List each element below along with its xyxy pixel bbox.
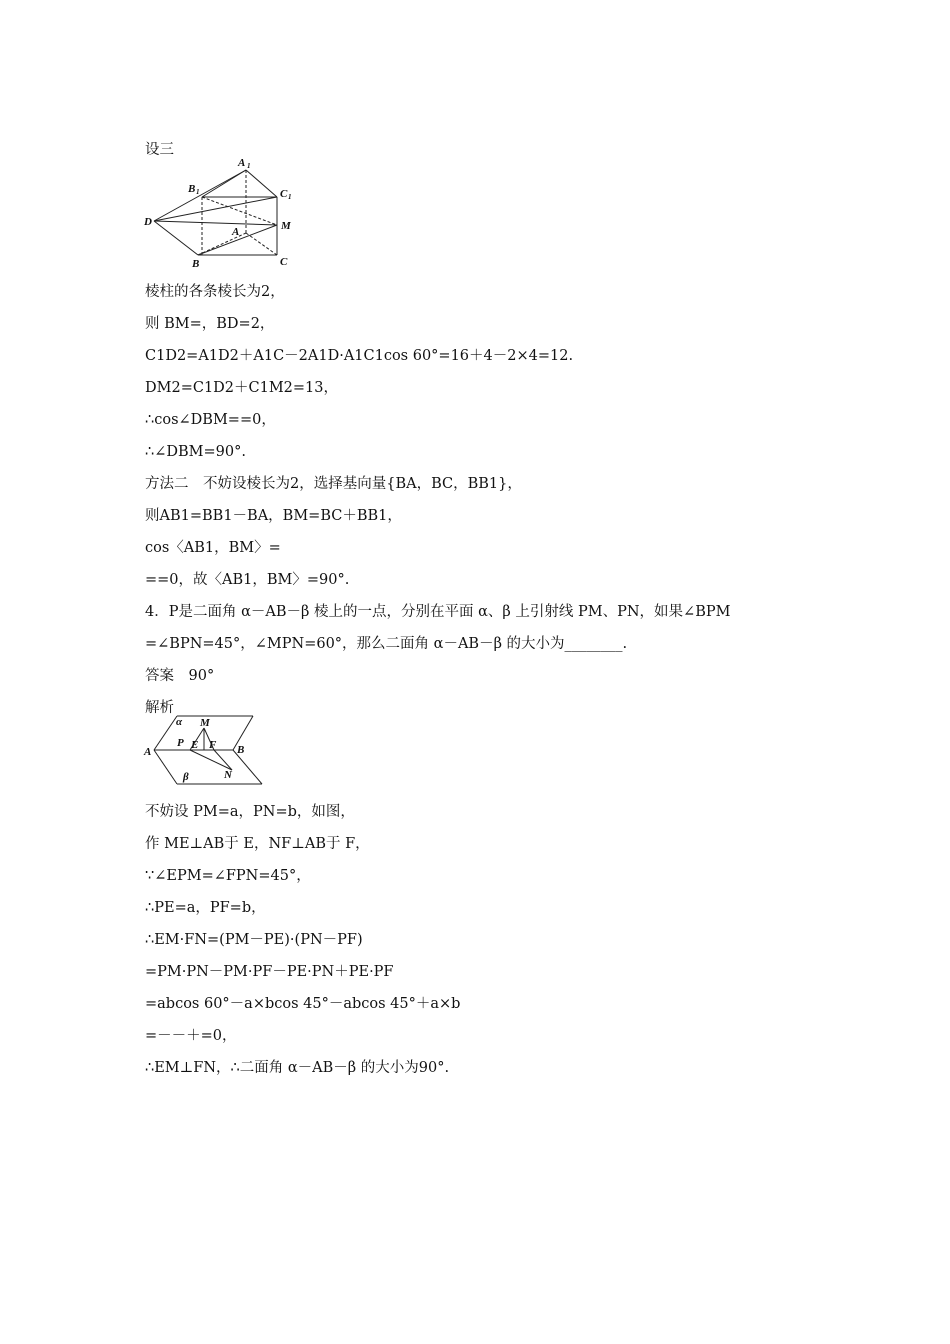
text-line: =－－＋=0， [145,1028,237,1044]
text-line: 则AB1=BB1－BA，BM=BC＋BB1， [145,508,402,524]
text-line: =PM·PN－PM·PF－PE·PN＋PE·PF [145,964,394,980]
question-4-line-2: =∠BPN=45°，∠MPN=60°，那么二面角 α－AB－β 的大小为________. [145,636,628,652]
label-f: F [209,739,217,751]
label-beta: β [183,771,189,783]
label-alpha: α [176,716,183,728]
text-line: =abcos 60°－a×bcos 45°－abcos 45°＋a×b [145,996,461,1012]
label-m: M [281,220,291,232]
text-line: 作 ME⊥AB于 E，NF⊥AB于 F， [145,836,370,852]
label-d: D [144,216,152,228]
label-p: P [177,737,184,749]
prism-figure [140,155,300,273]
label-a1-sub: 1 [247,162,251,170]
label-a: A [144,746,152,758]
text-line: ∴PE=a，PF=b， [145,900,266,916]
label-e: E [191,739,199,751]
text-line: cos〈AB1，BM〉= [145,540,281,556]
label-c1-sub: 1 [288,193,292,201]
label-c: C [280,256,288,268]
label-b1: B [188,183,196,195]
label-b: B [192,258,200,270]
label-a: A [232,226,240,238]
text-line: 设三 [145,142,174,158]
label-c1: C [280,188,288,200]
text-line: ==0，故〈AB1，BM〉=90°. [145,572,350,588]
label-b1-sub: 1 [196,188,200,196]
dihedral-figure [140,712,295,786]
label-a1: A [238,157,246,169]
text-line: 方法二 不妨设棱长为2，选择基向量{BA，BC，BB1}， [145,476,522,492]
text-line: C1D2=A1D2＋A1C－2A1D·A1C1cos 60°=16＋4－2×4=12. [145,348,574,364]
label-n: N [224,769,232,781]
label-b: B [237,744,245,756]
text-line: 棱柱的各条棱长为2， [145,284,285,300]
label-m: M [200,717,210,729]
text-line: 不妨设 PM=a，PN=b，如图， [145,804,355,820]
analysis-heading: 解析 [145,700,174,716]
question-4-line-1: 4．P是二面角 α－AB－β 棱上的一点，分别在平面 α、β 上引射线 PM、PN，如果∠BPM [145,604,731,620]
text-line: 则 BM=，BD=2， [145,316,275,332]
text-line: DM2=C1D2＋C1M2=13， [145,380,339,396]
text-line: ∵∠EPM=∠FPN=45°， [145,868,311,884]
text-line: ∴∠DBM=90°. [145,444,246,460]
answer-line: 答案 90° [145,668,215,684]
text-line: ∴cos∠DBM==0， [145,412,276,428]
conclusion-line: ∴EM⊥FN，∴二面角 α－AB－β 的大小为90°. [145,1060,450,1076]
text-line: ∴EM·FN=(PM－PE)·(PN－PF) [145,932,363,948]
